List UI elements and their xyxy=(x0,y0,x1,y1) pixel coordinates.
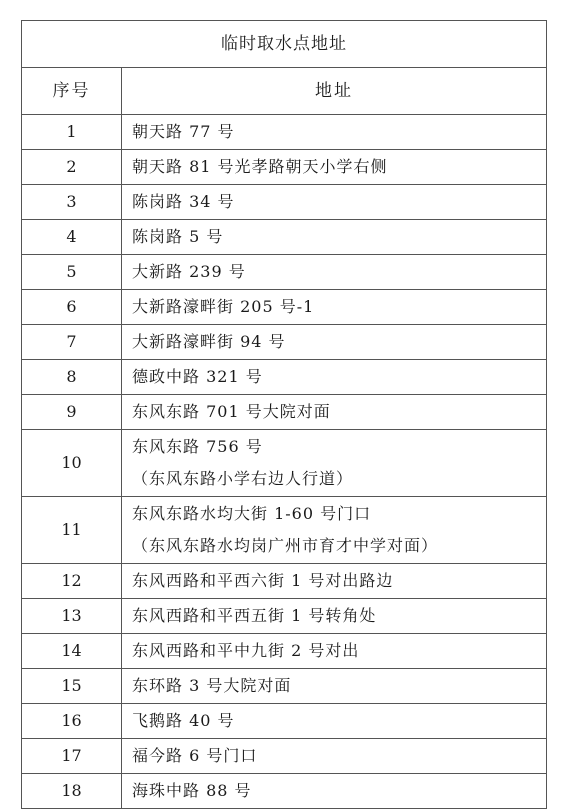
row-address xyxy=(122,669,547,704)
table-row xyxy=(22,395,547,430)
table-row xyxy=(22,150,547,185)
table-title: 临时取水点地址 xyxy=(22,21,547,68)
table-body xyxy=(22,115,547,809)
row-number: 5 xyxy=(22,255,122,290)
address-line: 福今路 6 号门口 xyxy=(132,746,258,765)
row-number: 18 xyxy=(22,774,122,809)
address-line: （东风东路水均岗广州市育才中学对面） xyxy=(132,536,439,555)
row-number: 14 xyxy=(22,634,122,669)
table-row xyxy=(22,255,547,290)
table-row xyxy=(22,739,547,774)
table-row xyxy=(22,430,547,497)
row-address xyxy=(122,185,547,220)
table-row xyxy=(22,704,547,739)
address-line: 大新路濠畔街 94 号 xyxy=(132,332,286,351)
row-number: 10 xyxy=(22,430,122,497)
table-row xyxy=(22,497,547,564)
address-line: 陈岗路 34 号 xyxy=(132,192,235,211)
row-address xyxy=(122,360,547,395)
row-address xyxy=(122,255,547,290)
table-row xyxy=(22,599,547,634)
row-address xyxy=(122,564,547,599)
row-address xyxy=(122,220,547,255)
row-address xyxy=(122,774,547,809)
address-line: 海珠中路 88 号 xyxy=(132,781,252,800)
row-address xyxy=(122,290,547,325)
row-address xyxy=(122,115,547,150)
address-line: 飞鹅路 40 号 xyxy=(132,711,235,730)
row-number: 6 xyxy=(22,290,122,325)
table-row xyxy=(22,115,547,150)
row-number: 1 xyxy=(22,115,122,150)
row-address xyxy=(122,430,547,497)
header-address: 地址 xyxy=(122,68,547,115)
row-address xyxy=(122,634,547,669)
row-number: 3 xyxy=(22,185,122,220)
row-address xyxy=(122,150,547,185)
row-number: 13 xyxy=(22,599,122,634)
row-number: 9 xyxy=(22,395,122,430)
table-row xyxy=(22,325,547,360)
table-row xyxy=(22,774,547,809)
row-address xyxy=(122,739,547,774)
table-row xyxy=(22,360,547,395)
address-line: （东风东路小学右边人行道） xyxy=(132,469,354,488)
row-number: 8 xyxy=(22,360,122,395)
address-line: 东环路 3 号大院对面 xyxy=(132,676,292,695)
row-number: 16 xyxy=(22,704,122,739)
row-number: 7 xyxy=(22,325,122,360)
row-number: 12 xyxy=(22,564,122,599)
row-number: 2 xyxy=(22,150,122,185)
table-row xyxy=(22,669,547,704)
row-address xyxy=(122,395,547,430)
table-row xyxy=(22,634,547,669)
row-address xyxy=(122,325,547,360)
header-number: 序号 xyxy=(22,68,122,115)
address-line: 大新路濠畔街 205 号-1 xyxy=(132,297,315,316)
address-line: 德政中路 321 号 xyxy=(132,367,263,386)
address-line: 东风东路 701 号大院对面 xyxy=(132,402,331,421)
row-number: 4 xyxy=(22,220,122,255)
address-line: 东风西路和平西六街 1 号对出路边 xyxy=(132,571,394,590)
address-line: 东风西路和平西五街 1 号转角处 xyxy=(132,606,377,625)
row-number: 17 xyxy=(22,739,122,774)
address-line: 朝天路 81 号光孝路朝天小学右侧 xyxy=(132,157,388,176)
table-row xyxy=(22,185,547,220)
address-line: 陈岗路 5 号 xyxy=(132,227,224,246)
row-address xyxy=(122,704,547,739)
water-points-table-container xyxy=(21,20,546,809)
row-address xyxy=(122,497,547,564)
address-line: 东风西路和平中九街 2 号对出 xyxy=(132,641,360,660)
address-line: 东风东路水均大街 1-60 号门口 xyxy=(132,504,372,523)
row-number: 15 xyxy=(22,669,122,704)
row-number: 11 xyxy=(22,497,122,564)
table-row xyxy=(22,220,547,255)
water-points-table xyxy=(21,20,547,809)
row-address xyxy=(122,599,547,634)
table-row xyxy=(22,290,547,325)
address-line: 朝天路 77 号 xyxy=(132,122,235,141)
address-line: 大新路 239 号 xyxy=(132,262,246,281)
address-line: 东风东路 756 号 xyxy=(132,437,263,456)
table-row xyxy=(22,564,547,599)
